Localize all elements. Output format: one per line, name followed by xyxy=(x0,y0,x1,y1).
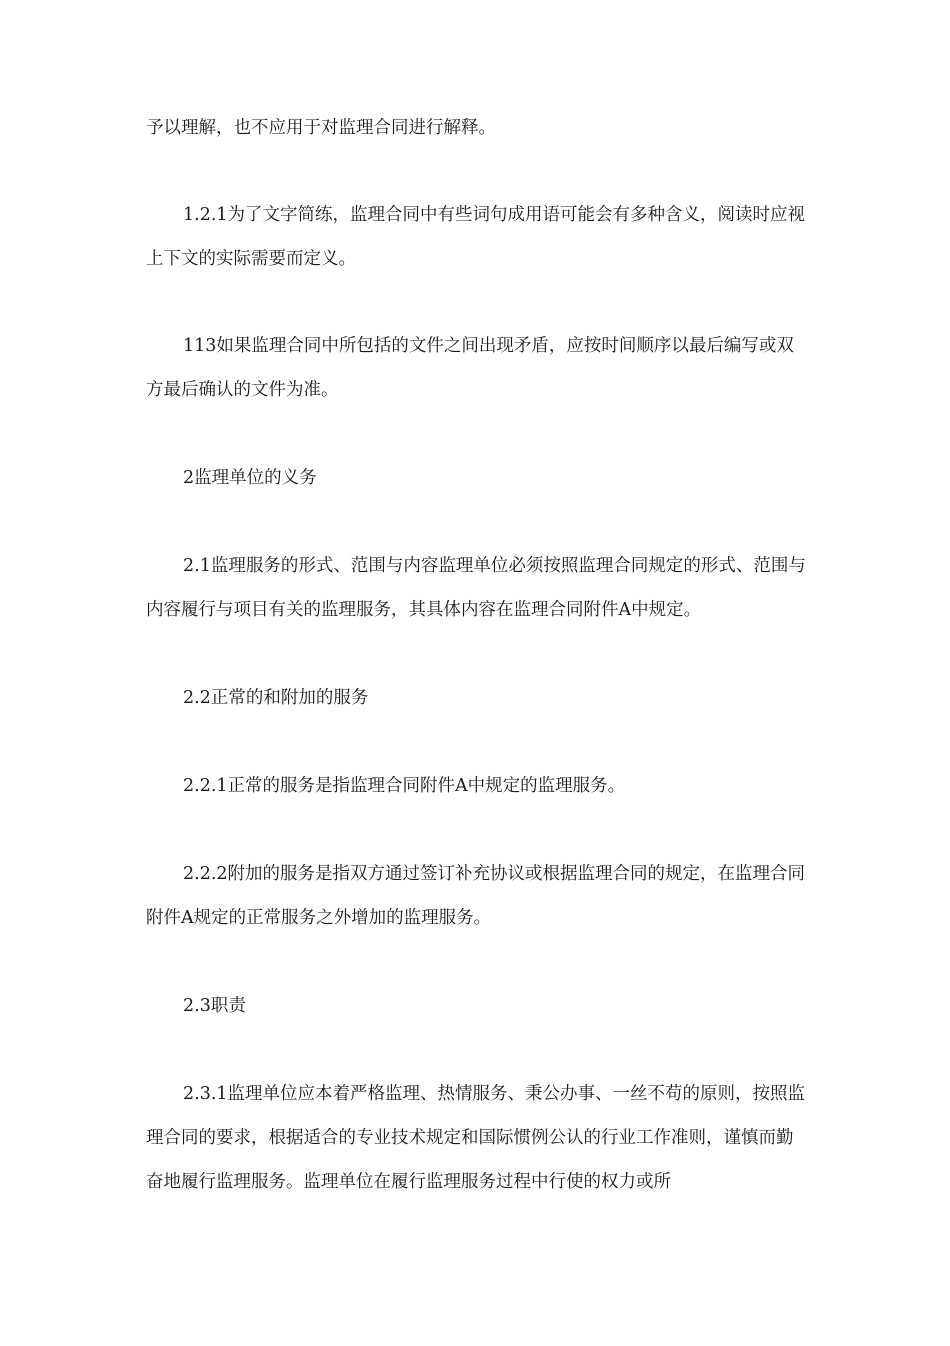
paragraph-2-3-1: 2.3.1监理单位应本着严格监理、热情服务、秉公办事、一丝不苟的原则，按照监理合同的要求，根据适合的专业技术规定和国际惯例公认的行业工作准则，谨慎而勤奋地履行监理服务。监理单位在履行监理服务过程中行使的权力或所 xyxy=(146,1084,806,1192)
paragraph-2-2-1: 2.2.1正常的服务是指监理合同附件A中规定的监理服务。 xyxy=(183,776,626,796)
paragraph-continuation: 予以理解，也不应用于对监理合同进行解释。 xyxy=(146,118,496,138)
paragraph-1-1-3: 113如果监理合同中所包括的文件之间出现矛盾，应按时间顺序以最后编写或双方最后确认的文件为准。 xyxy=(146,336,794,400)
paragraph-2-1: 2.1监理服务的形式、范围与内容监理单位必须按照监理合同规定的形式、范围与内容履行与项目有关的监理服务，其具体内容在监理合同附件A中规定。 xyxy=(146,556,806,620)
heading-2-2-services: 2.2正常的和附加的服务 xyxy=(183,688,369,708)
heading-2-3-duties: 2.3职责 xyxy=(183,996,246,1016)
heading-2-obligations: 2监理单位的义务 xyxy=(183,468,317,488)
paragraph-1-2-1: 1.2.1为了文字简练，监理合同中有些词句成用语可能会有多种含义，阅读时应视上下文的实际需要而定义。 xyxy=(146,205,806,269)
paragraph-2-2-2: 2.2.2附加的服务是指双方通过签订补充协议或根据监理合同的规定，在监理合同附件A规定的正常服务之外增加的监理服务。 xyxy=(146,864,806,928)
